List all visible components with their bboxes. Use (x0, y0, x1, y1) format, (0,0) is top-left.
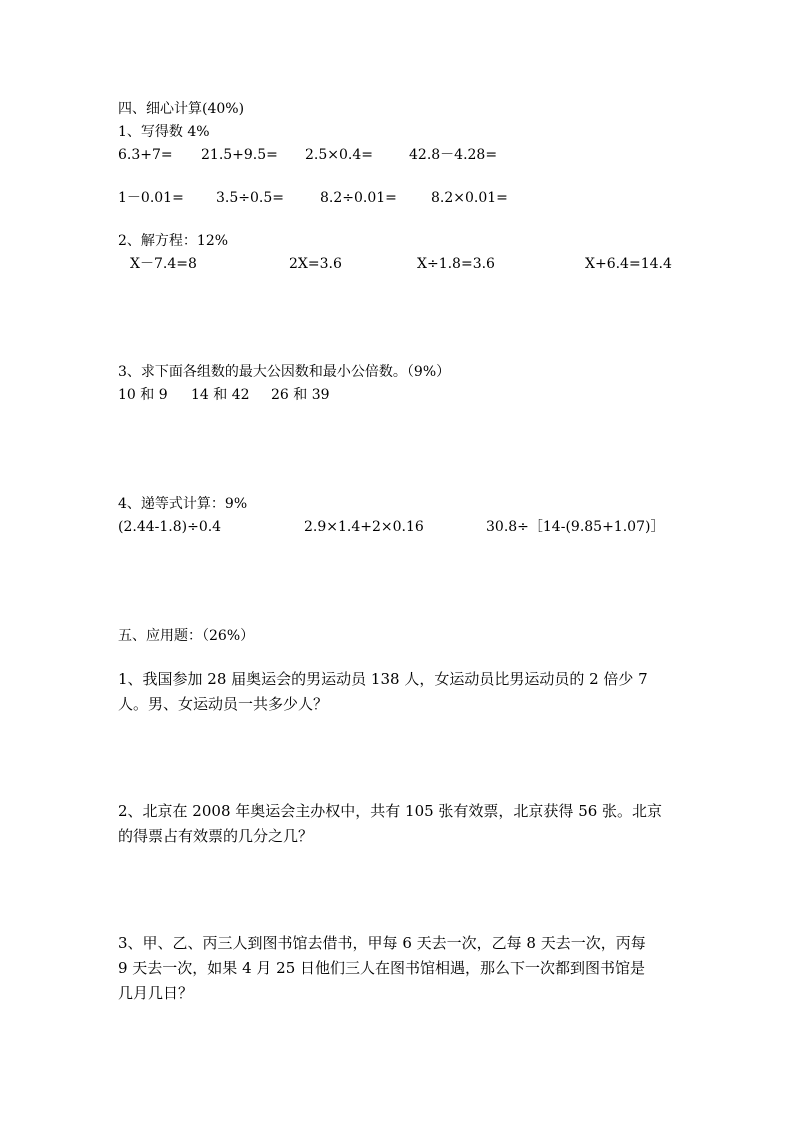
word-problem-3 (118, 931, 666, 1006)
equation-item: 2X=3.6 (289, 256, 342, 272)
equation-item: X÷1.8=3.6 (417, 256, 495, 272)
q1-title: 1、写得数 4% (118, 124, 210, 140)
q1-item: 21.5+9.5= (201, 147, 278, 163)
q4-title: 4、递等式计算：9% (118, 496, 248, 512)
expression-item: (2.44-1.8)÷0.4 (118, 519, 222, 535)
q1-item: 2.5×0.4= (305, 147, 373, 163)
q1-row-2 (0, 189, 793, 207)
q1-item: 8.2÷0.01= (320, 190, 397, 206)
expression-item: 30.8÷［14-(9.85+1.07)］ (486, 519, 665, 535)
q1-item: 1－0.01= (118, 190, 184, 206)
q1-item: 6.3+7= (118, 147, 173, 163)
number-pair: 10 和 9 (118, 387, 168, 403)
problem-line: 3、甲、乙、丙三人到图书馆去借书，甲每 6 天去一次，乙每 8 天去一次，丙每 (118, 934, 646, 952)
q2-title: 2、解方程：12% (118, 233, 229, 249)
number-pair: 14 和 42 (191, 387, 250, 403)
q1-item: 42.8－4.28= (409, 147, 498, 163)
word-problem-1 (118, 667, 666, 717)
q1-item: 8.2×0.01= (431, 190, 508, 206)
expression-item: 2.9×1.4+2×0.16 (304, 519, 424, 535)
equation-item: X－7.4=8 (130, 256, 197, 272)
q3-row (0, 386, 793, 404)
word-problem-2 (118, 799, 666, 849)
q4-row (0, 518, 793, 536)
q1-item: 3.5÷0.5= (216, 190, 284, 206)
problem-line: 2、北京在 2008 年奥运会主办权中，共有 105 张有效票，北京获得 56 张。北京 (118, 802, 663, 820)
problem-line: 人。男、女运动员一共多少人？ (118, 695, 329, 713)
number-pair: 26 和 39 (271, 387, 330, 403)
section-5-title: 五、应用题：（26%） (118, 628, 255, 644)
q3-title: 3、求下面各组数的最大公因数和最小公倍数。（9%） (118, 364, 451, 380)
q1-row-1 (0, 146, 793, 164)
q2-row (0, 255, 793, 273)
problem-line: 1、我国参加 28 届奥运会的男运动员 138 人，女运动员比男运动员的 2 倍少 7 (118, 670, 648, 688)
problem-line: 9 天去一次，如果 4 月 25 日他们三人在图书馆相遇，那么下一次都到图书馆是 (118, 959, 646, 977)
section-4-title: 四、细心计算(40%) (118, 101, 245, 117)
problem-line: 的得票占有效票的几分之几？ (118, 827, 314, 845)
problem-line: 几月几日？ (118, 984, 194, 1002)
equation-item: X+6.4=14.4 (585, 256, 672, 272)
